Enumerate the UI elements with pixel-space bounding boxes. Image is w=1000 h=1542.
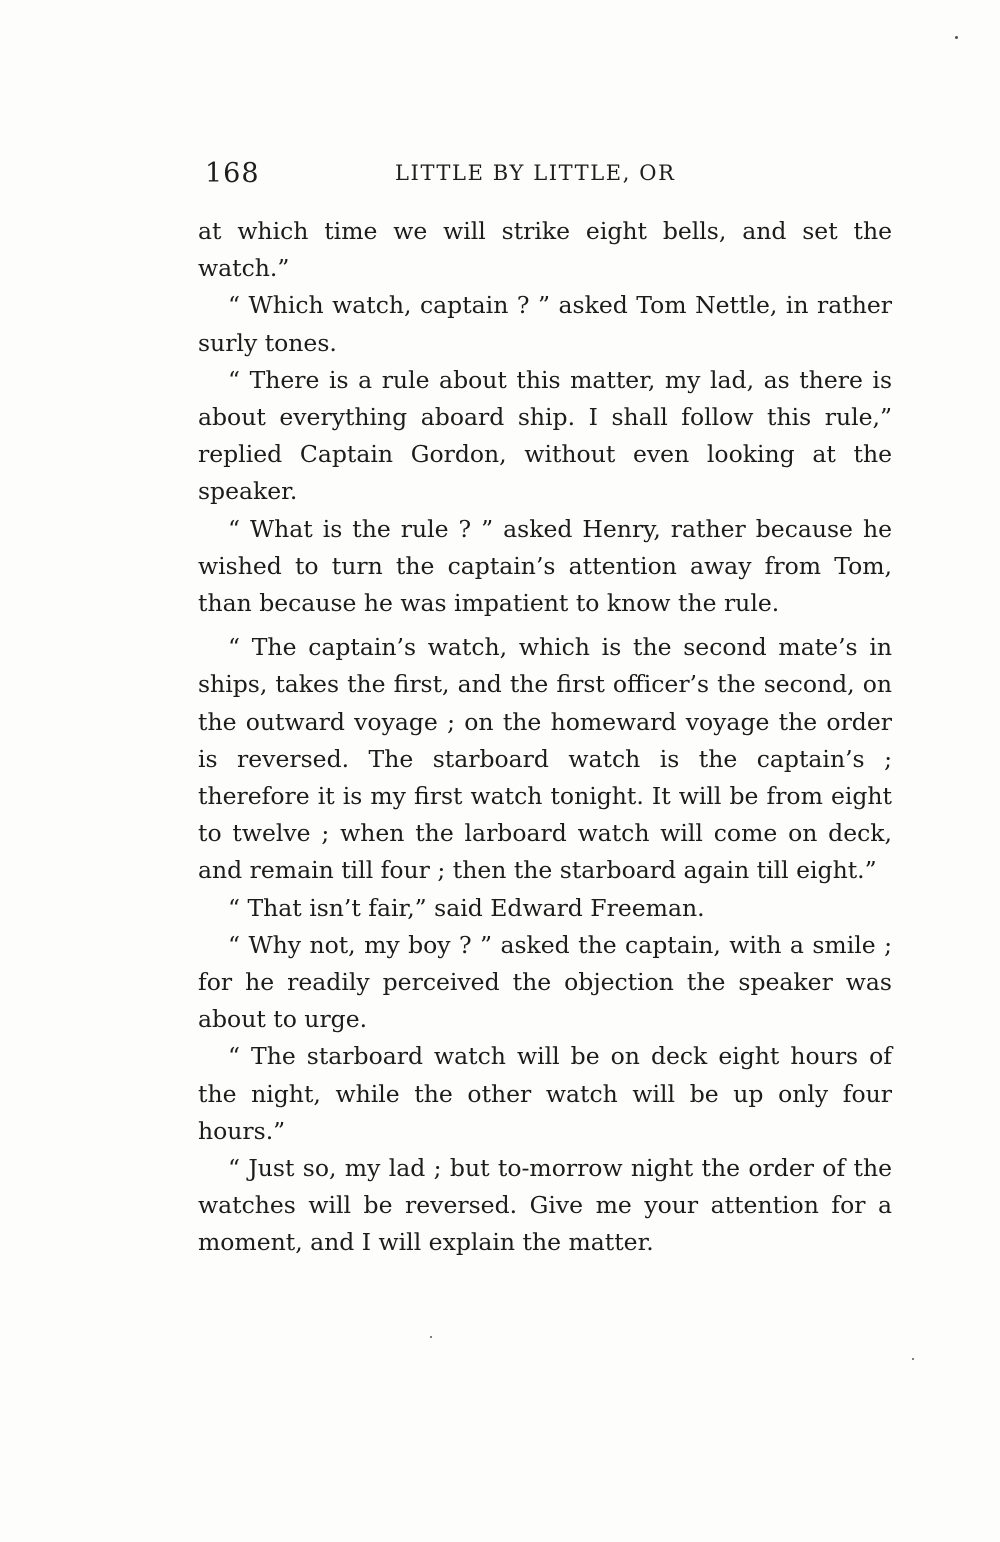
- paragraph: “ Why not, my boy ? ” asked the captain, with a smile ; for he readily perceived the objection the speaker was about to urge.: [198, 930, 892, 1034]
- paragraph: “ That isn’t fair,” said Edward Freeman.: [228, 893, 705, 922]
- paragraph: “ The captain’s watch, which is the second mate’s in ships, takes the first, and the first officer’s the second, on the outward voyage ; on the homeward voyage the order is reversed. The starboard watch is the captain’s ; therefore it is my first watch tonight. It will be from eight to twelve ; when the larboard watch will come on deck, and remain till four ; then the starboard again till eight.”: [198, 633, 892, 885]
- paper-speck: [430, 1336, 432, 1338]
- page-number: 168: [205, 158, 260, 189]
- paper-speck: [912, 1358, 914, 1360]
- paper-speck: [955, 36, 958, 39]
- paragraph: “ Just so, my lad ; but to-morrow night the order of the watches will be reversed. Give me your attention for a moment, and I will explain the matter.: [198, 1154, 892, 1257]
- paragraph: “ What is the rule ? ” asked Henry, rather because he wished to turn the captain’s attention away from Tom, than because he was impatient to know the rule.: [198, 514, 892, 618]
- running-head: [205, 158, 895, 194]
- body-text: [198, 213, 892, 1262]
- paragraph: “ Which watch, captain ? ” asked Tom Nettle, in rather surly tones.: [198, 291, 892, 357]
- paragraph: “ There is a rule about this matter, my lad, as there is about everything aboard ship. I shall follow this rule,” replied Captain Gordon, without even looking at the speaker.: [198, 365, 892, 506]
- running-title: LITTLE BY LITTLE, OR: [395, 161, 676, 185]
- paragraph: “ The starboard watch will be on deck eight hours of the night, while the other watch will be up only four hours.”: [198, 1042, 892, 1145]
- paragraph-continuation: at which time we will strike eight bells, and set the watch.”: [198, 217, 892, 283]
